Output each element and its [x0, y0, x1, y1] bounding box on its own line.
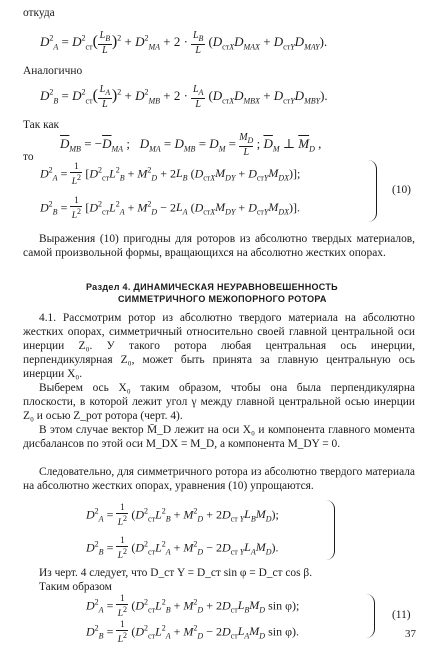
equation-11b: $D^2_B = 1$ $L^2$ ($D^2_{ст}L^2_A + M^2_D - 2D_{ст}L_AM_D$ sin φ).	[86, 620, 299, 645]
brace-simplified	[326, 500, 335, 560]
equation-da2: $D^2_A = D^2_{ст}(\frac{L_B}{L})^2 + D^2_{MA} + 2 \cdot \frac{L_B}{L} (D_{стX}D_{MAX} + D_{стY}D_{MAY})$.	[40, 30, 328, 56]
text-to: то	[23, 151, 34, 163]
section-title-line-2: СИММЕТРИЧНОГО МЕЖОПОРНОГО РОТОРА	[118, 294, 327, 304]
equation-number-10: (10)	[392, 184, 411, 196]
section-title-line-1: Раздел 4. ДИНАМИЧЕСКАЯ НЕУРАВНОВЕШЕННОСТЬ	[86, 282, 338, 292]
paragraph-sledovatelno: Следовательно, для симметричного ротора из абсолютно твердого материала на абсолютно жестких опорах, уравнения (10) упрощаются.	[23, 466, 415, 492]
equation-10a: $D^2_A = 1$ $L^2$ [$D^2_{ст}L^2_B + M^2_D + 2L_B$ $(D_{стX}M_{DY} + D_{стY}M_{DX})$];	[40, 162, 301, 188]
page-number: 37	[405, 628, 416, 640]
brace-11	[366, 594, 375, 638]
paragraph-4-1: 4.1. Рассмотрим ротор из абсолютно твердого материала на абсолютно жестких опорах, симметричный относительно своей главной центральной оси инерции Z₀. У такого ротора любая центральная ось инерции, перпендикулярная Z₀, может быть принята за главную центральную ось инерции X₀.	[23, 312, 415, 380]
equation-simplified-a: $D^2_A = 1$ $L^2$ $(D^2_{ст}L^2_B + M^2_D + 2D_{ст Y}L_BM_D)$;	[86, 503, 279, 529]
equation-simplified-b: $D^2_B = 1$ $L^2$ $(D^2_{ст}L^2_A + M^2_D - 2D_{ст Y}L_AM_D)$.	[86, 536, 279, 562]
paragraph-vyrazheniya: Выражения (10) пригодны для роторов из абсолютно твердых материалов, самой произвольной формы, вращающихся на абсолютно жестких опорах.	[23, 233, 415, 259]
equation-dmb: $\overline{D}_{MB} = -\overline{D}_{MA}$ ; $D_{MA} = D_{MB} = D_M = \frac{M_D}{L}$ ; $\overline{D}_M$ ⊥ $\overline{M}_D$ ,	[60, 132, 322, 158]
text-iz-chert-4: Из черт. 4 следует, что D_ст Y = D_ст sin φ = D_ст cos β.	[39, 567, 313, 579]
paragraph-v-etom-sluchae: В этом случае вектор M̄_D лежит на оси X₀ и компонента главного момента дисбалансов по этой оси M_DX = M_D, а компонента M_DY = 0.	[23, 424, 415, 450]
text-tak-kak: Так как	[23, 119, 60, 131]
brace-10	[368, 160, 377, 222]
equation-11a: $D^2_A = 1$ $L^2$ ($D^2_{ст}L^2_B + M^2_D + 2D_{ст}L_BM_D$ sin φ);	[86, 594, 300, 620]
paragraph-vyberem: Выберем ось X₀ таким образом, чтобы она была перпендикулярна плоскости, в которой лежит угол γ между главной центральной осью инерции Z₀ и осью Z_рот ротора (черт. 4).	[23, 382, 415, 422]
text-analogichno: Аналогично	[23, 65, 83, 77]
text-otkuda: откуда	[23, 7, 55, 19]
text-takim-obrazom: Таким образом	[39, 581, 112, 593]
equation-number-11: (11)	[392, 609, 411, 621]
equation-db2: $D^2_B = D^2_{ст}(\frac{L_A}{L})^2 + D^2_{MB} + 2 \cdot \frac{L_A}{L} (D_{стX}D_{MBX} + D_{стY}D_{MBY})$.	[40, 84, 328, 110]
equation-10b: $D^2_B = 1$ $L^2$ [$D^2_{ст}L^2_A + M^2_D - 2L_A$ $(D_{стX}M_{DY} + D_{стY}M_{DX})$].	[40, 196, 301, 222]
